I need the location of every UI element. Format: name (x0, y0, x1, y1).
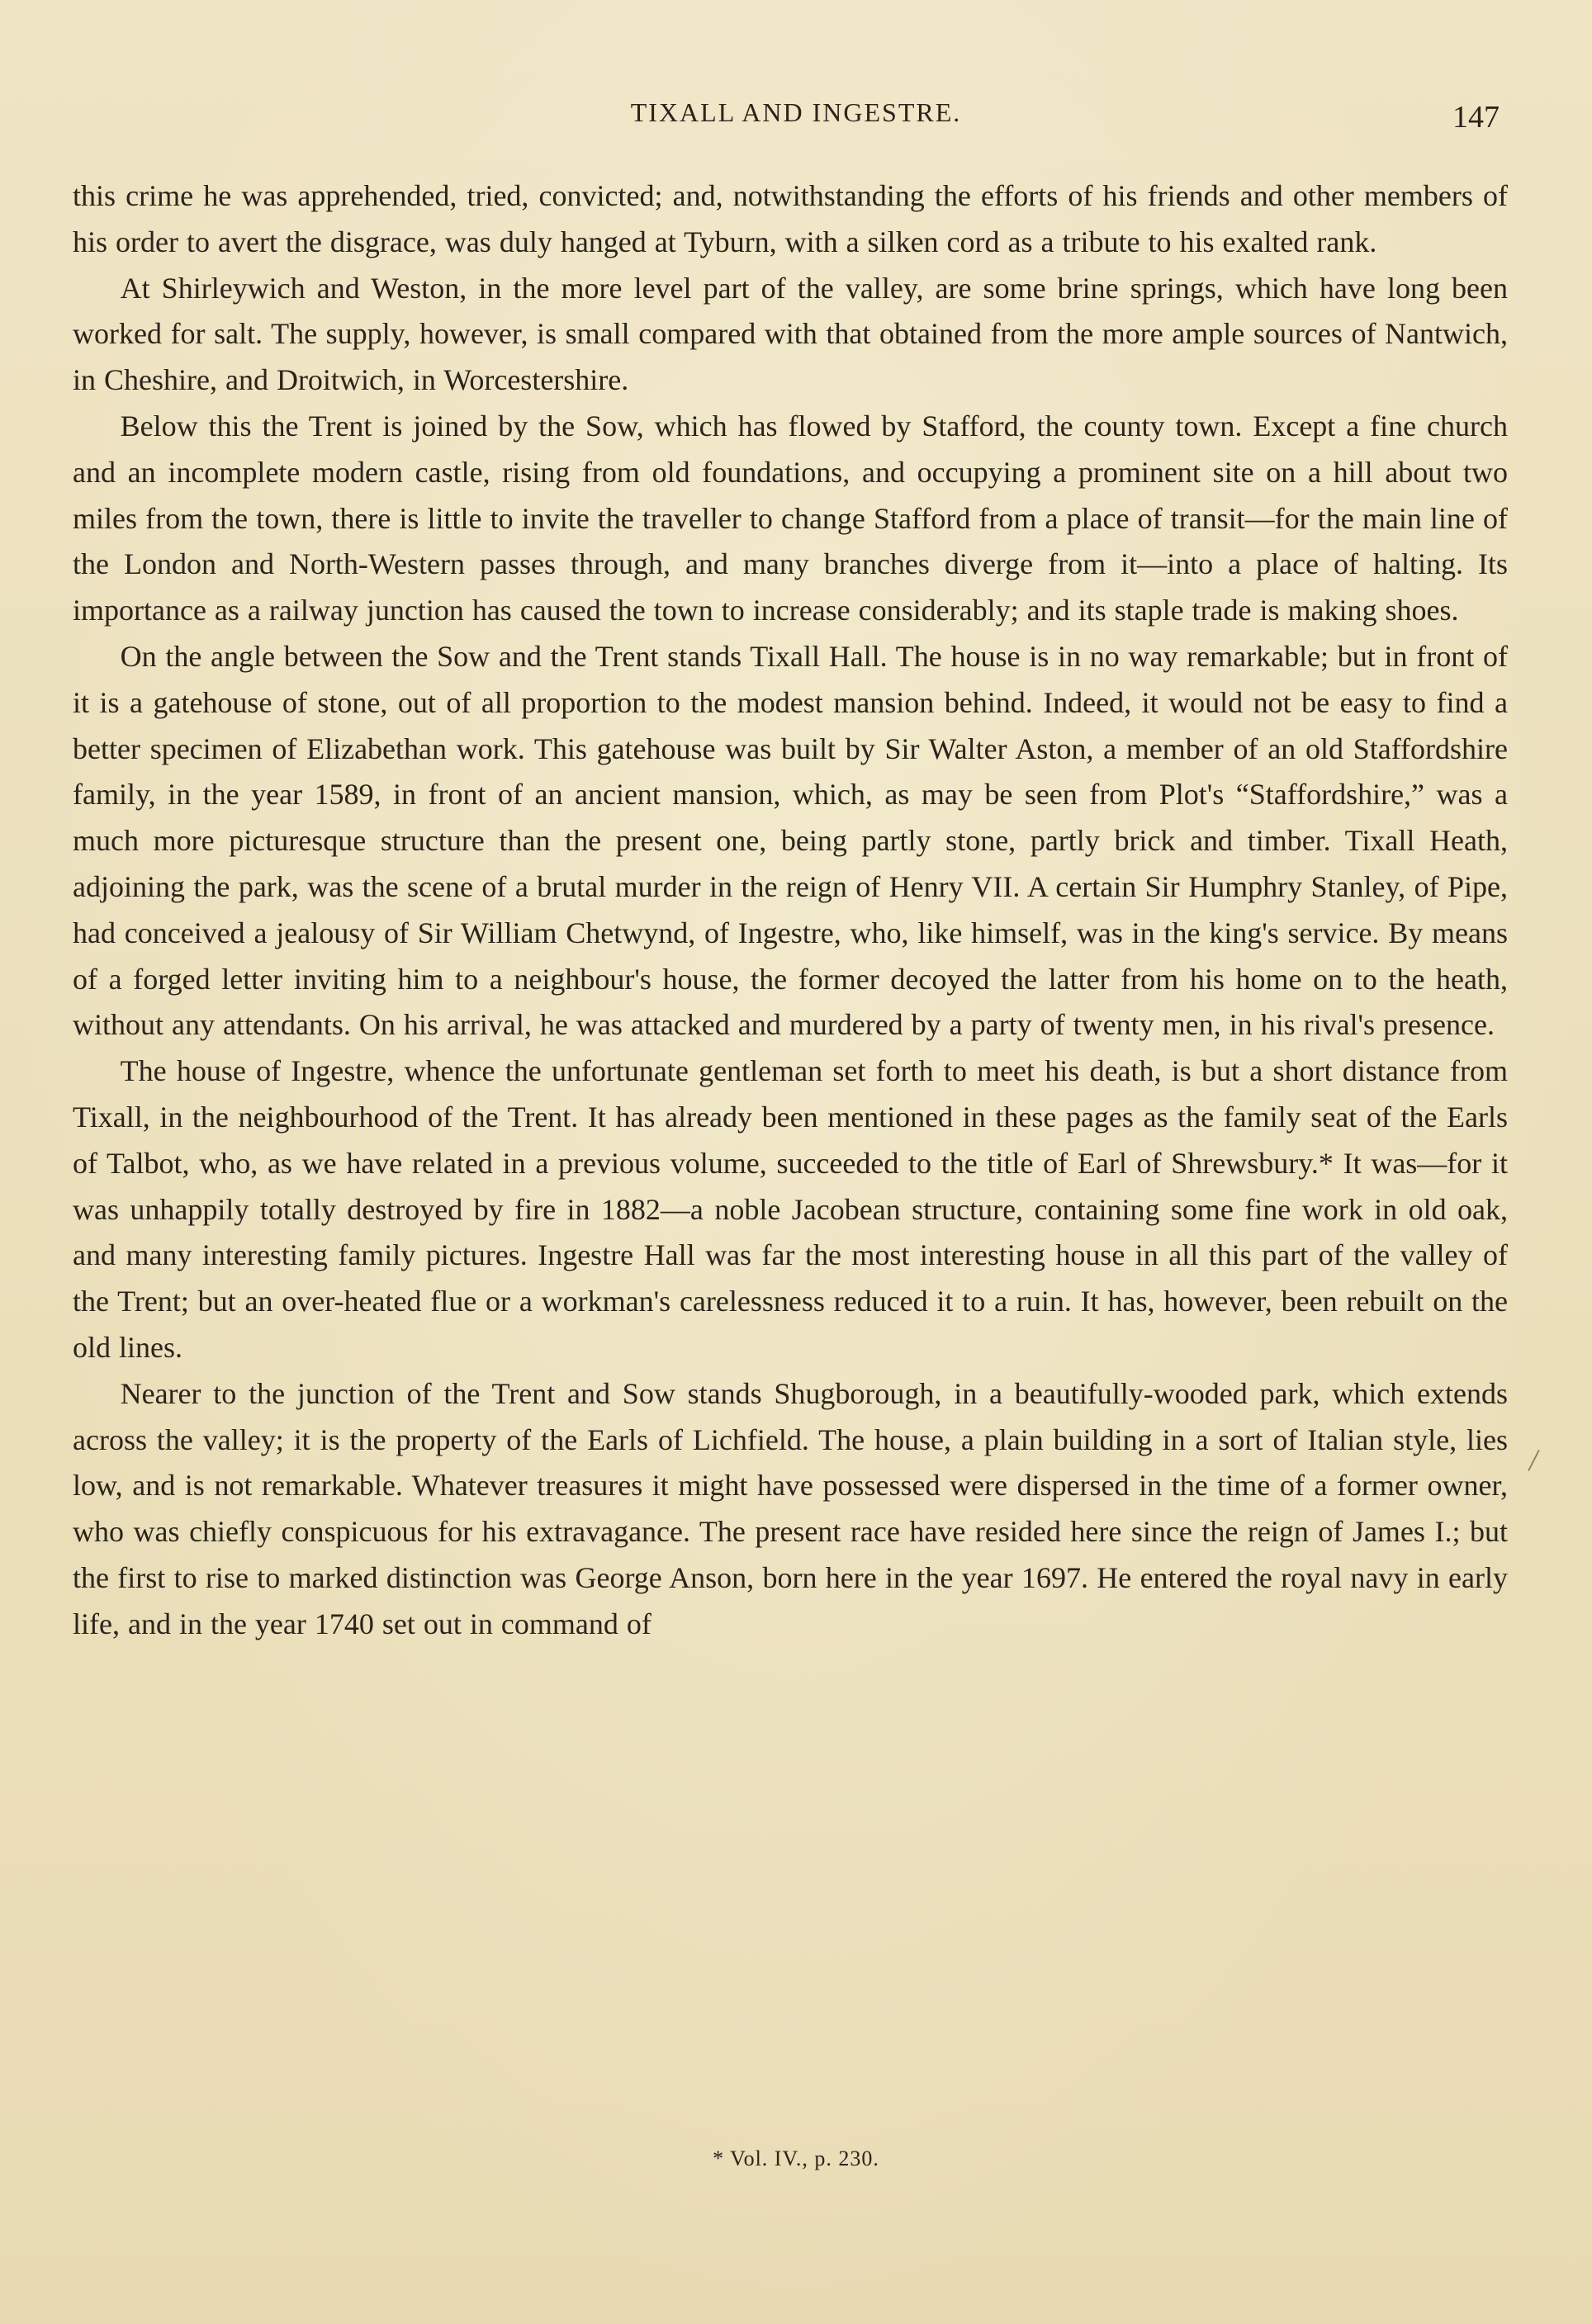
footnote: * Vol. IV., p. 230. (713, 2147, 879, 2170)
page-number: 147 (1452, 100, 1500, 135)
paragraph-2: At Shirleywich and Weston, in the more level part of the valley, are some brine springs, which have long been worked for salt. The supply, however, is small compared with that obtained from the more ample sources of Nantwich, in Cheshire, and Droitwich, in Worcestershire. (73, 271, 1508, 397)
paragraph-5: The house of Ingestre, whence the unfortunate gentleman set forth to meet his death, is but a short distance from Tixall, in the neighbourhood of the Trent. It has already been mentioned in these pages as the family seat of the Earls of Talbot, who, as we have related in a previous volume, succeeded to the title of Earl of Shrewsbury.* It was—for it was unhappily totally destroyed by fire in 1882—a noble Jacobean structure, containing some fine work in old oak, and many interesting family pictures. Ingestre Hall was far the most interesting house in all this part of the valley of the Trent; but an over-heated flue or a workman's carelessness reduced it to a ruin. It has, however, been rebuilt on the old lines. (73, 1054, 1508, 1364)
margin-pencil-mark: / (1526, 1441, 1542, 1479)
body-text (73, 173, 1508, 1648)
running-title: TIXALL AND INGESTRE. (630, 97, 962, 127)
paragraph-6: Nearer to the junction of the Trent and Sow stands Shugborough, in a beautifully-wooded park, which extends across the valley; it is the property of the Earls of Lichfield. The house, a plain building in a sort of Italian style, lies low, and is not remarkable. Whatever treasures it might have possessed were dispersed in the time of a former owner, who was chiefly conspicuous for his extravagance. The present race have resided here since the reign of James I.; but the first to rise to marked distinction was George Anson, born here in the year 1697. He entered the royal navy in early life, and in the year 1740 set out in command of (73, 1376, 1508, 1640)
paragraph-4: On the angle between the Sow and the Trent stands Tixall Hall. The house is in no way remarkable; but in front of it is a gatehouse of stone, out of all proportion to the modest mansion behind. Indeed, it would not be easy to find a better specimen of Elizabethan work. This gatehouse was built by Sir Walter Aston, a member of an old Staffordshire family, in the year 1589, in front of an ancient mansion, which, as may be seen from Plot's “Staffordshire,” was a much more picturesque structure than the present one, being partly stone, partly brick and timber. Tixall Heath, adjoining the park, was the scene of a brutal murder in the reign of Henry VII. A certain Sir Humphry Stanley, of Pipe, had conceived a jealousy of Sir William Chetwynd, of Ingestre, who, like himself, was in the king's service. By means of a forged letter inviting him to a neighbour's house, the former decoyed the latter from his home on to the heath, without any attendants. On his arrival, he was attacked and murdered by a party of twenty men, in his rival's presence. (73, 639, 1508, 1042)
paragraph-3: Below this the Trent is joined by the Sow, which has flowed by Stafford, the county town. Except a fine church and an incomplete modern castle, rising from old foundations, and occupying a prominent site on a hill about two miles from the town, there is little to invite the traveller to change Stafford from a place of transit—for the main line of the London and North-Western passes through, and many branches diverge from it—into a place of halting. Its importance as a railway junction has caused the town to increase considerably; and its staple trade is making shoes. (73, 409, 1508, 627)
paragraph-1: this crime he was apprehended, tried, convicted; and, notwithstanding the efforts of his friends and other members of his order to avert the disgrace, was duly hanged at Tyburn, with a silken cord as a tribute to his exalted rank. (73, 179, 1508, 258)
